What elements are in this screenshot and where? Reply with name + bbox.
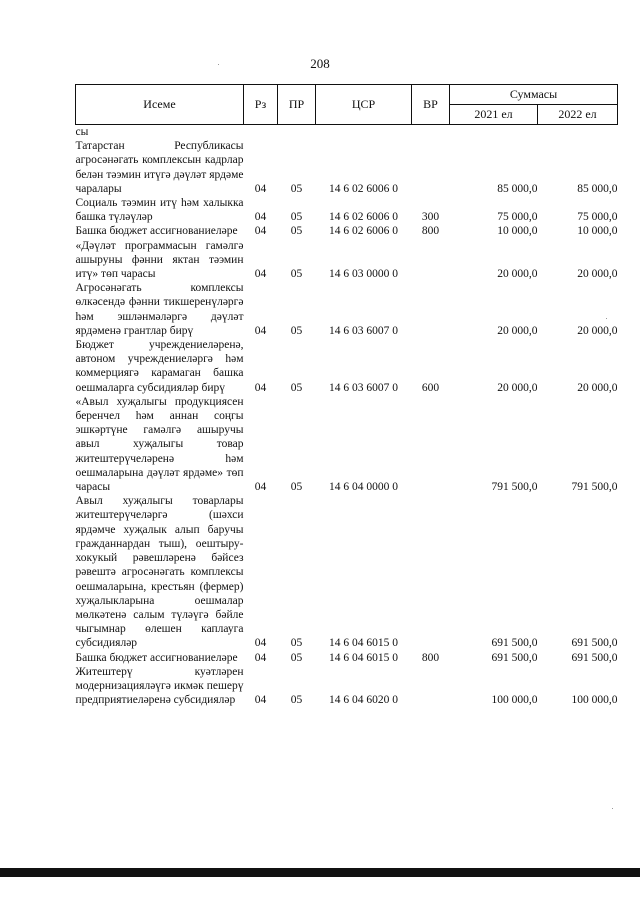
cell-y2022: 20 000,0 — [577, 324, 618, 337]
cell-vr: 600 — [421, 381, 440, 394]
cell-y2021: 20 000,0 — [497, 381, 538, 394]
cell-name: Башка бюджет ассигнованиеләре — [75, 651, 238, 664]
budget-table — [75, 84, 618, 707]
cell-y2022: 20 000,0 — [577, 381, 618, 394]
cell-y2021: 10 000,0 — [497, 225, 538, 238]
table-row — [76, 239, 618, 282]
cell-pr: 05 — [290, 211, 303, 224]
cell-vr — [412, 665, 450, 708]
header-vr: ВР — [412, 85, 450, 125]
cell-name: сы — [75, 126, 89, 138]
cell-csr: 14 6 03 6007 0 — [329, 324, 398, 337]
header-pr: ПР — [278, 85, 316, 125]
cell-vr: 300 — [421, 211, 440, 224]
cell-y2021: 20 000,0 — [497, 268, 538, 281]
cell-y2021: 100 000,0 — [491, 694, 538, 707]
cell-name: Бюджет учреждениеләренә, автоном учреждениеләргә һәм коммерциягә карамаган башка оешмаларга субсидияләр бирү — [75, 339, 244, 394]
cell-csr: 14 6 04 6015 0 — [329, 651, 398, 664]
cell-vr — [412, 395, 450, 494]
table-row — [76, 125, 618, 140]
header-sums: Суммасы — [450, 85, 618, 105]
cell-rz: 04 — [254, 324, 267, 337]
table-row — [76, 139, 618, 196]
cell-vr — [412, 239, 450, 282]
table-row — [76, 338, 618, 395]
cell-y2021: 75 000,0 — [497, 211, 538, 224]
scan-border-bar — [0, 868, 640, 877]
cell-name: «Авыл хуҗалыгы продукциясен беренчел һәм аннан соңгы эшкәртүне гамәлгә ашыручы авыл хуҗалыгы товар житештерүчеләренә һәм оешмаларына дәүләт ярдәме» төп чарасы — [75, 395, 244, 494]
cell-y2021: 691 500,0 — [491, 637, 538, 650]
cell-csr: 14 6 04 0000 0 — [329, 481, 398, 494]
cell-name: Авыл хуҗалыгы товарлары житештерүчеләргә (шәхси ярдәмче хуҗалык алып баручы гражданнардан тыш), оештыру-хокукый рәвешләренә бәйсез рәвештә агросәнәгать комплексы оешмаларына, крестьян (фермер) хуҗалыкларына оешмалар мөлкәтенә салым түләүгә бәйле чыгымнар өлешен каплауга субсидияләр — [75, 495, 244, 650]
cell-rz: 04 — [254, 182, 267, 195]
cell-pr: 05 — [290, 324, 303, 337]
scan-speck — [612, 808, 613, 809]
cell-pr: 05 — [290, 651, 303, 664]
cell-name: Башка бюджет ассигнованиеләре — [75, 225, 238, 238]
cell-csr — [316, 125, 412, 140]
cell-csr: 14 6 02 6006 0 — [329, 225, 398, 238]
cell-vr: 800 — [421, 651, 440, 664]
cell-rz: 04 — [254, 211, 267, 224]
cell-name: Татарстан Республикасы агросәнәгать комплексын кадрлар белән тәэмин итүгә дәүләт ярдәме чаралары — [75, 140, 244, 195]
cell-name: Житештерү куәтләрен модернизацияләүгә икмәк пешерү предприятиеләренә субсидияләр — [75, 665, 244, 707]
cell-y2022 — [538, 125, 618, 140]
table-row — [76, 665, 618, 708]
cell-pr: 05 — [290, 225, 303, 238]
header-name: Исеме — [76, 85, 244, 125]
cell-csr: 14 6 02 6006 0 — [329, 211, 398, 224]
cell-pr: 05 — [290, 381, 303, 394]
table-row — [76, 395, 618, 494]
cell-csr: 14 6 03 6007 0 — [329, 381, 398, 394]
cell-y2021: 20 000,0 — [497, 324, 538, 337]
cell-name: «Дәүләт программасын гамәлгә ашыруны фәнни яктан тәэмин итү» төп чарасы — [75, 239, 244, 281]
cell-pr: 05 — [290, 637, 303, 650]
cell-name: Агросәнәгать комплексы өлкәсендә фәнни тикшеренүләргә һәм эшләнмәләргә дәүләт ярдәменә грантлар бирү — [75, 282, 244, 337]
table-row — [76, 651, 618, 665]
cell-y2022: 85 000,0 — [577, 182, 618, 195]
cell-y2021: 85 000,0 — [497, 182, 538, 195]
cell-csr: 14 6 04 6020 0 — [329, 694, 398, 707]
cell-rz: 04 — [254, 694, 267, 707]
cell-y2022: 20 000,0 — [577, 268, 618, 281]
cell-y2022: 75 000,0 — [577, 211, 618, 224]
cell-rz: 04 — [254, 651, 267, 664]
cell-vr — [412, 281, 450, 338]
cell-rz — [244, 125, 278, 140]
table-row — [76, 281, 618, 338]
cell-pr: 05 — [290, 694, 303, 707]
cell-vr: 800 — [421, 225, 440, 238]
scan-speck — [606, 318, 607, 319]
cell-vr — [412, 494, 450, 650]
cell-rz: 04 — [254, 268, 267, 281]
page-number: 208 — [310, 56, 330, 71]
cell-rz: 04 — [254, 481, 267, 494]
cell-csr: 14 6 04 6015 0 — [329, 637, 398, 650]
cell-y2021: 691 500,0 — [491, 651, 538, 664]
cell-y2022: 691 500,0 — [571, 651, 618, 664]
header-rz: Рз — [244, 85, 278, 125]
table-row — [76, 224, 618, 238]
cell-pr: 05 — [290, 182, 303, 195]
cell-y2022: 791 500,0 — [571, 481, 618, 494]
cell-y2021 — [450, 125, 538, 140]
table-row — [76, 196, 618, 224]
cell-pr: 05 — [290, 268, 303, 281]
scan-speck — [218, 64, 219, 65]
header-csr: ЦСР — [316, 85, 412, 125]
cell-rz: 04 — [254, 637, 267, 650]
cell-pr — [278, 125, 316, 140]
cell-vr — [412, 139, 450, 196]
cell-csr: 14 6 03 0000 0 — [329, 268, 398, 281]
cell-y2022: 691 500,0 — [571, 637, 618, 650]
cell-vr — [412, 125, 450, 140]
cell-y2021: 791 500,0 — [491, 481, 538, 494]
header-2021: 2021 ел — [450, 105, 538, 125]
cell-csr: 14 6 02 6006 0 — [329, 182, 398, 195]
header-2022: 2022 ел — [538, 105, 618, 125]
cell-pr: 05 — [290, 481, 303, 494]
cell-rz: 04 — [254, 381, 267, 394]
table-row — [76, 494, 618, 650]
cell-rz: 04 — [254, 225, 267, 238]
cell-name: Социаль тәэмин итү һәм халыкка башка түләүләр — [75, 197, 244, 224]
cell-y2022: 10 000,0 — [577, 225, 618, 238]
cell-y2022: 100 000,0 — [571, 694, 618, 707]
